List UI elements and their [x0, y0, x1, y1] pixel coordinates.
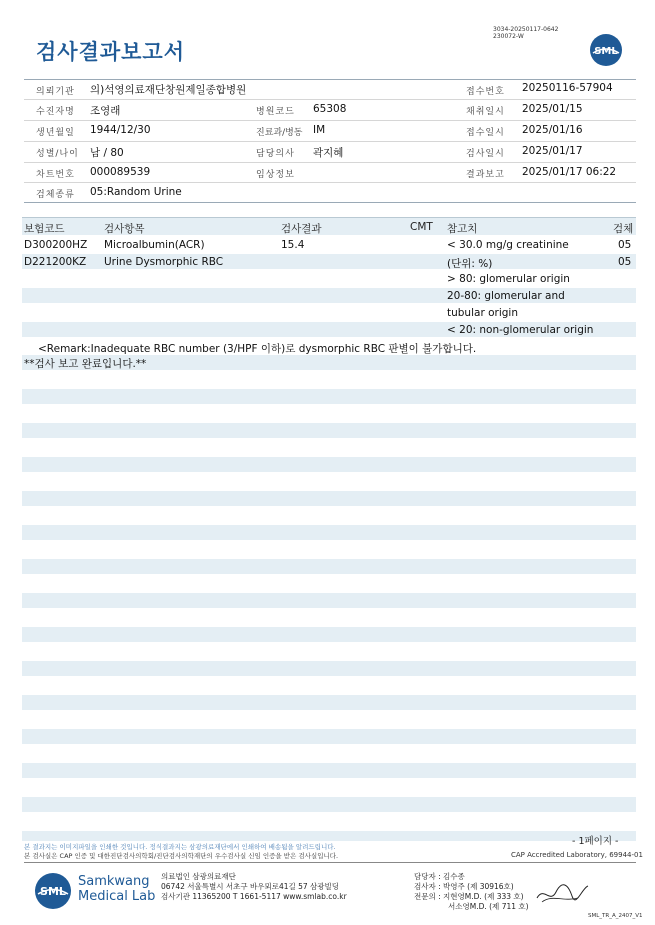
table-stripe [22, 695, 636, 710]
test-date-value: 2025/01/17 [522, 145, 583, 157]
table-stripe [22, 491, 636, 506]
row2-ref: (단위: %) [447, 258, 493, 270]
remark-text: <Remark:Inadequate RBC number (3/HPF 이하)로 dysmorphic RBC 판별이 불가합니다. [38, 343, 477, 355]
col-cmt-header: CMT [410, 221, 433, 233]
table-stripe [22, 729, 636, 744]
page-title: 검사결과보고서 [36, 40, 186, 64]
collect-label: 채취일시 [466, 107, 505, 117]
report-label: 결과보고 [466, 170, 505, 180]
col-ref-header: 참고치 [447, 223, 478, 235]
notice-line-2: 본 검사실은 CAP 인증 및 대한진단검사의학회/진단검사의학재단의 우수검사실 신임 인증을 받은 검사실입니다. [24, 852, 339, 860]
cap-accreditation: CAP Accredited Laboratory, 69944-01 [511, 851, 643, 859]
table-stripe [22, 593, 636, 608]
form-code: SML_TR_A_2407_V1 [588, 913, 643, 919]
footer-contact: 검사기관 11365200 T 1661-5117 www.smlab.co.kr [161, 892, 347, 901]
row1-item: Microalbumin(ACR) [104, 239, 205, 251]
org-label: 의뢰기관 [36, 87, 75, 97]
sml-logo-text: SML [594, 46, 618, 57]
row1-ref: < 30.0 mg/g creatinine [447, 239, 569, 251]
dob-label: 생년월일 [36, 128, 75, 138]
doctor-value: 곽지혜 [313, 147, 344, 159]
table-stripe [22, 559, 636, 574]
table-stripe [22, 797, 636, 812]
sex-label: 성별/나이 [36, 149, 79, 159]
footer-org-block [161, 872, 347, 902]
ref-line-4: < 20: non-glomerular origin [447, 324, 594, 336]
sml-logo-icon [589, 33, 623, 67]
row1-code: D300200HZ [24, 239, 88, 251]
signature-icon [534, 878, 590, 908]
table-stripe [22, 763, 636, 778]
ref-line-3: tubular origin [447, 307, 518, 319]
row1-specimen: 05 [618, 239, 632, 251]
table-stripe [22, 457, 636, 472]
page-number: - 1페이지 - [572, 836, 619, 847]
col-item-header: 검사항목 [104, 223, 145, 235]
footer-address: 06742 서울특별시 서초구 바우뫼로41길 57 삼광빌딩 [161, 882, 340, 891]
table-stripe [22, 627, 636, 642]
collect-value: 2025/01/15 [522, 103, 583, 115]
brand-name [78, 874, 155, 904]
document-id-line1: 3034-20250117-0642 [493, 26, 559, 33]
col-result-header: 검사결과 [281, 223, 322, 235]
table-stripe [22, 661, 636, 676]
receive-value: 2025/01/16 [522, 124, 583, 136]
row2-code: D221200KZ [24, 256, 87, 268]
doctor-label: 담당의사 [256, 149, 295, 159]
ref-line-2: 20-80: glomerular and [447, 290, 565, 302]
row2-item: Urine Dysmorphic RBC [104, 256, 224, 268]
report-value: 2025/01/17 06:22 [522, 166, 617, 178]
footer-org: 의료법인 삼광의료재단 [161, 872, 236, 881]
col-code-header: 보험코드 [24, 223, 65, 235]
document-id-line2: 230072-W [493, 33, 524, 40]
specimen-label: 검체종류 [36, 190, 75, 200]
dept-value: IM [313, 124, 326, 136]
sml-footer-logo-icon [34, 872, 72, 910]
receipt-no-label: 접수번호 [466, 87, 505, 97]
row2-specimen: 05 [618, 256, 632, 268]
staff-line-4: 서소영M.D. (제 711 호) [448, 902, 529, 911]
hosp-code-label: 병원코드 [256, 107, 295, 117]
dob-value: 1944/12/30 [90, 124, 151, 136]
brand-line-1: Samkwang [78, 874, 150, 889]
staff-line-1: 담당자 : 김수종 [414, 872, 465, 881]
table-header [22, 217, 636, 235]
document-id [493, 26, 558, 40]
patient-label: 수진자명 [36, 107, 75, 117]
chart-value: 000089539 [90, 166, 151, 178]
table-stripe [22, 423, 636, 438]
test-date-label: 검사일시 [466, 149, 505, 159]
table-stripe [22, 831, 636, 841]
org-value: 의)석영의료재단창원제일종합병원 [90, 84, 247, 96]
chart-label: 차트번호 [36, 170, 75, 180]
staff-line-3: 전문의 : 지현영M.D. (제 333 호) [414, 892, 524, 901]
table-stripe [22, 525, 636, 540]
table-stripe [22, 389, 636, 404]
ref-line-1: > 80: glomerular origin [447, 273, 570, 285]
receipt-no-value: 20250116-57904 [522, 82, 613, 94]
brand-line-2: Medical Lab [78, 889, 156, 904]
receive-label: 접수일시 [466, 128, 505, 138]
clinical-label: 임상정보 [256, 170, 295, 180]
report-complete-text: **검사 보고 완료입니다.** [24, 358, 147, 370]
sml-footer-logo-text: SML [40, 885, 66, 898]
col-specimen-header: 검체 [613, 223, 634, 235]
sex-value: 남 / 80 [90, 147, 124, 159]
dept-label: 진료과/병동 [256, 128, 303, 138]
row1-result: 15.4 [281, 239, 305, 251]
footer-staff-block [414, 872, 529, 912]
notice-line-1: 본 결과지는 이미지파일을 인쇄한 것입니다. 정식결과지는 삼광의료재단에서 인쇄하여 배송됨을 알려드립니다. [24, 843, 336, 851]
patient-value: 조영래 [90, 105, 121, 117]
specimen-value: 05:Random Urine [90, 186, 182, 198]
staff-line-2: 검사자 : 박영주 (제 30916호) [414, 882, 514, 891]
hosp-code-value: 65308 [313, 103, 347, 115]
